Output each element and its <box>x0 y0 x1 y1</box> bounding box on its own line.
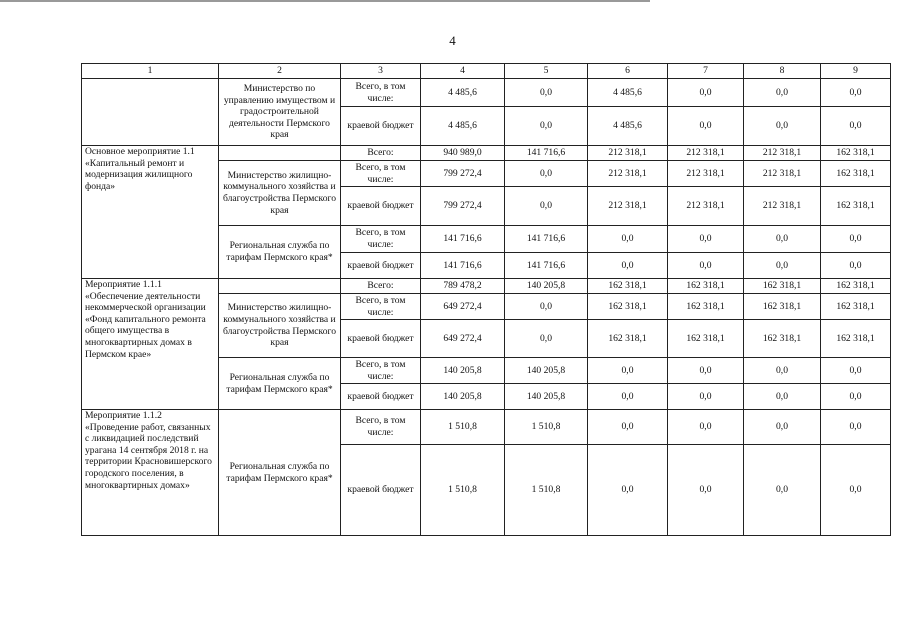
activity-cell: Мероприятие 1.1.1 «Обеспечение деятельности некоммерческой организации «Фонд капитального ремонта общего имущества в многоквартирных домах в Пермском крае» <box>82 279 219 410</box>
executor-cell: Региональная служба по тарифам Пермского края* <box>219 358 341 410</box>
scan-top-line <box>0 0 650 2</box>
value-cell: 162 318,1 <box>821 146 891 161</box>
value-cell: 0,0 <box>588 226 668 253</box>
value-cell: 140 205,8 <box>505 279 588 294</box>
executor-cell: Региональная служба по тарифам Пермского края* <box>219 226 341 279</box>
value-cell: 140 205,8 <box>505 384 588 410</box>
activity-cell: Основное мероприятие 1.1 «Капитальный ремонт и модернизация жилищного фонда» <box>82 146 219 279</box>
source-cell: краевой бюджет <box>341 320 421 358</box>
value-cell: 212 318,1 <box>744 161 821 187</box>
value-cell: 162 318,1 <box>821 294 891 320</box>
source-cell: Всего: <box>341 279 421 294</box>
value-cell: 141 716,6 <box>421 226 505 253</box>
header-cell: 5 <box>505 64 588 79</box>
value-cell: 4 485,6 <box>588 79 668 107</box>
value-cell: 162 318,1 <box>588 294 668 320</box>
value-cell: 141 716,6 <box>505 253 588 279</box>
value-cell: 0,0 <box>821 253 891 279</box>
value-cell: 162 318,1 <box>821 320 891 358</box>
value-cell: 0,0 <box>821 410 891 445</box>
value-cell: 0,0 <box>588 384 668 410</box>
value-cell: 799 272,4 <box>421 187 505 226</box>
value-cell: 141 716,6 <box>505 146 588 161</box>
source-cell: краевой бюджет <box>341 384 421 410</box>
source-cell: Всего, в том числе: <box>341 294 421 320</box>
header-cell: 1 <box>82 64 219 79</box>
value-cell: 162 318,1 <box>668 294 744 320</box>
value-cell: 0,0 <box>821 226 891 253</box>
value-cell: 162 318,1 <box>821 279 891 294</box>
value-cell: 4 485,6 <box>421 107 505 146</box>
source-cell: краевой бюджет <box>341 253 421 279</box>
value-cell: 212 318,1 <box>744 187 821 226</box>
value-cell: 140 205,8 <box>421 358 505 384</box>
activity-cell: Мероприятие 1.1.2 «Проведение работ, связанных с ликвидацией последствий урагана 14 сентября 2018 г. на территории Красновишерского городского поселения, в многоквартирных домах» <box>82 410 219 536</box>
source-cell: Всего, в том числе: <box>341 161 421 187</box>
header-cell: 9 <box>821 64 891 79</box>
value-cell: 162 318,1 <box>821 161 891 187</box>
executor-cell: Министерство жилищно-коммунального хозяйства и благоустройства Пермского края <box>219 294 341 358</box>
value-cell: 940 989,0 <box>421 146 505 161</box>
header-cell: 8 <box>744 64 821 79</box>
value-cell: 0,0 <box>668 445 744 536</box>
value-cell: 0,0 <box>505 294 588 320</box>
value-cell: 0,0 <box>505 187 588 226</box>
value-cell: 1 510,8 <box>505 445 588 536</box>
value-cell: 4 485,6 <box>421 79 505 107</box>
value-cell: 162 318,1 <box>668 279 744 294</box>
source-cell: Всего, в том числе: <box>341 226 421 253</box>
executor-cell: Региональная служба по тарифам Пермского края* <box>219 410 341 536</box>
value-cell: 140 205,8 <box>505 358 588 384</box>
source-cell: краевой бюджет <box>341 107 421 146</box>
table-row <box>82 410 891 445</box>
value-cell: 212 318,1 <box>588 187 668 226</box>
value-cell: 141 716,6 <box>421 253 505 279</box>
header-cell: 3 <box>341 64 421 79</box>
value-cell: 0,0 <box>821 384 891 410</box>
value-cell: 212 318,1 <box>588 161 668 187</box>
value-cell: 0,0 <box>668 384 744 410</box>
value-cell: 162 318,1 <box>744 320 821 358</box>
value-cell: 789 478,2 <box>421 279 505 294</box>
value-cell: 0,0 <box>821 107 891 146</box>
value-cell: 140 205,8 <box>421 384 505 410</box>
source-cell: Всего, в том числе: <box>341 358 421 384</box>
value-cell: 0,0 <box>744 358 821 384</box>
table-row <box>82 79 891 107</box>
header-cell: 2 <box>219 64 341 79</box>
source-cell: Всего, в том числе: <box>341 410 421 445</box>
value-cell: 0,0 <box>668 410 744 445</box>
value-cell: 162 318,1 <box>588 320 668 358</box>
header-row <box>82 64 891 79</box>
source-cell: Всего, в том числе: <box>341 79 421 107</box>
value-cell: 212 318,1 <box>668 187 744 226</box>
value-cell: 0,0 <box>668 226 744 253</box>
value-cell: 162 318,1 <box>744 294 821 320</box>
value-cell: 0,0 <box>505 107 588 146</box>
value-cell: 0,0 <box>505 161 588 187</box>
value-cell: 0,0 <box>744 445 821 536</box>
value-cell: 162 318,1 <box>821 187 891 226</box>
value-cell: 649 272,4 <box>421 320 505 358</box>
value-cell: 0,0 <box>505 79 588 107</box>
value-cell: 141 716,6 <box>505 226 588 253</box>
value-cell: 0,0 <box>821 445 891 536</box>
value-cell: 0,0 <box>588 410 668 445</box>
value-cell: 799 272,4 <box>421 161 505 187</box>
value-cell: 0,0 <box>744 107 821 146</box>
source-cell: Всего: <box>341 146 421 161</box>
value-cell: 162 318,1 <box>668 320 744 358</box>
value-cell: 212 318,1 <box>668 161 744 187</box>
header-cell: 7 <box>668 64 744 79</box>
header-cell: 4 <box>421 64 505 79</box>
value-cell: 0,0 <box>821 358 891 384</box>
executor-cell <box>219 279 341 294</box>
header-cell: 6 <box>588 64 668 79</box>
value-cell: 1 510,8 <box>421 445 505 536</box>
value-cell: 162 318,1 <box>588 279 668 294</box>
value-cell: 0,0 <box>588 445 668 536</box>
value-cell: 1 510,8 <box>505 410 588 445</box>
value-cell: 0,0 <box>821 79 891 107</box>
table-row <box>82 146 891 161</box>
executor-cell <box>219 146 341 161</box>
value-cell: 1 510,8 <box>421 410 505 445</box>
value-cell: 0,0 <box>505 320 588 358</box>
activity-cell <box>82 79 219 146</box>
value-cell: 0,0 <box>668 253 744 279</box>
source-cell: краевой бюджет <box>341 187 421 226</box>
value-cell: 0,0 <box>744 226 821 253</box>
value-cell: 0,0 <box>744 384 821 410</box>
value-cell: 4 485,6 <box>588 107 668 146</box>
value-cell: 212 318,1 <box>744 146 821 161</box>
value-cell: 649 272,4 <box>421 294 505 320</box>
value-cell: 0,0 <box>588 253 668 279</box>
page-number: 4 <box>449 33 456 48</box>
value-cell: 0,0 <box>744 79 821 107</box>
value-cell: 0,0 <box>588 358 668 384</box>
source-cell: краевой бюджет <box>341 445 421 536</box>
value-cell: 162 318,1 <box>744 279 821 294</box>
table-row <box>82 279 891 294</box>
value-cell: 0,0 <box>744 253 821 279</box>
value-cell: 0,0 <box>668 358 744 384</box>
executor-cell: Министерство по управлению имуществом и градостроительной деятельности Пермского края <box>219 79 341 146</box>
value-cell: 0,0 <box>668 107 744 146</box>
value-cell: 212 318,1 <box>588 146 668 161</box>
executor-cell: Министерство жилищно-коммунального хозяйства и благоустройства Пермского края <box>219 161 341 226</box>
budget-table <box>81 63 891 536</box>
value-cell: 0,0 <box>744 410 821 445</box>
value-cell: 212 318,1 <box>668 146 744 161</box>
value-cell: 0,0 <box>668 79 744 107</box>
